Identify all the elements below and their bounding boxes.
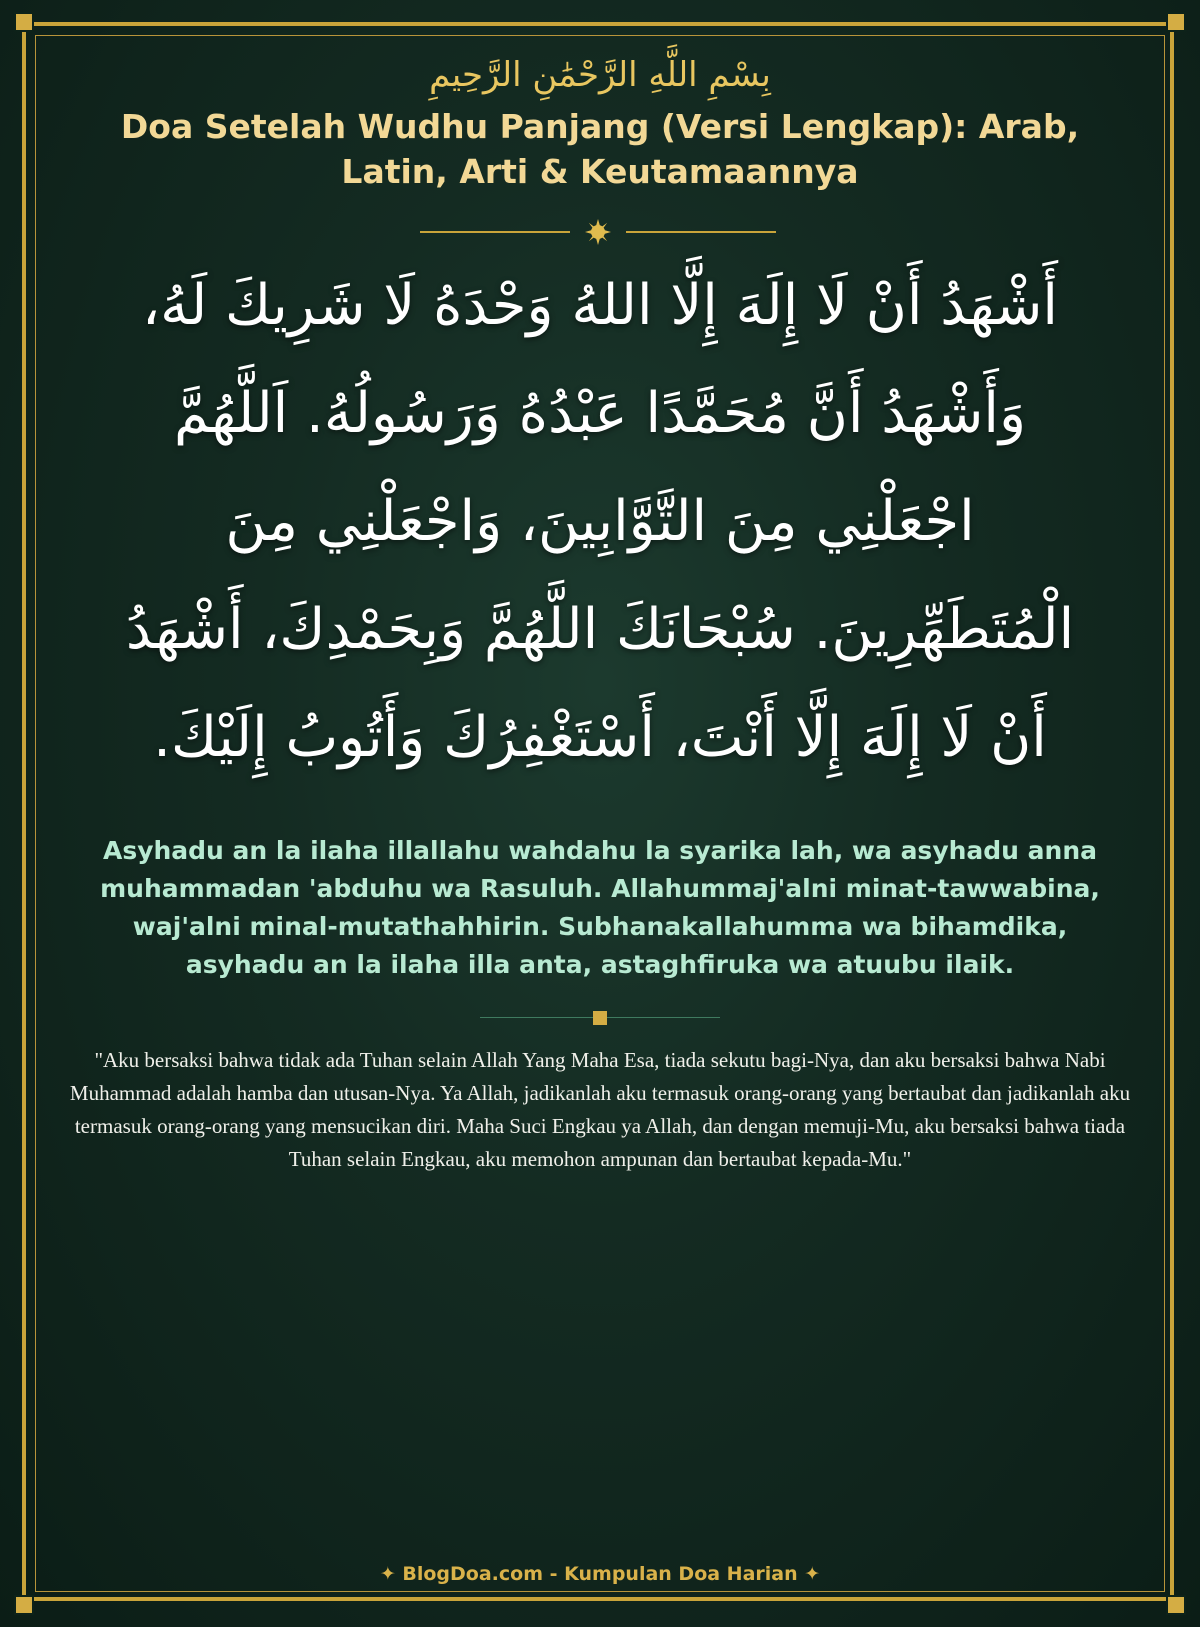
divider-line	[420, 231, 570, 233]
arabic-prayer-text: أَشْهَدُ أَنْ لَا إِلَهَ إِلَّا اللهُ وَحْدَهُ لَا شَرِيكَ لَهُ، وَأَشْهَدُ أَنَّ مُحَمَّدًا عَبْدُهُ وَرَسُولُهُ. اَللَّهُمَّ اجْعَلْنِي مِنَ التَّوَّابِينَ، وَاجْعَلْنِي مِنَ الْمُتَطَهِّرِينَ. سُبْحَانَكَ اللَّهُمَّ وَبِحَمْدِكَ، أَشْهَدُ أَنْ لَا إِلَهَ إِلَّا أَنْتَ، أَسْتَغْفِرُكَ وَأَتُوبُ إِلَيْكَ.	[125, 273, 1075, 770]
basmalah: بِسْمِ اللَّهِ الرَّحْمَٰنِ الرَّحِيمِ	[429, 55, 771, 95]
footer-credit: ✦ BlogDoa.com - Kumpulan Doa Harian ✦	[379, 1563, 821, 1585]
corner-ornament-icon	[16, 1597, 32, 1613]
main-content	[60, 50, 1140, 1176]
latin-transliteration: Asyhadu an la ilaha illallahu wahdahu la syarika lah, wa asyhadu anna muhammadan 'abduhu wa Rasuluh. Allahummaj'alni minat-tawwabina, waj'alni minal-mutathahhirin. Subhanakallahumma wa bihamdika, asyhadu an la ilaha illa anta, astaghfiruka wa atuubu ilaik.	[100, 836, 1100, 979]
star-ornament-icon	[584, 218, 612, 246]
corner-ornament-icon	[1168, 14, 1184, 30]
section-divider	[60, 1010, 1140, 1026]
page-title: Doa Setelah Wudhu Panjang (Versi Lengkap): Arab, Latin, Arti & Keutamaannya	[120, 107, 1080, 191]
ornament-divider	[60, 218, 1140, 246]
square-ornament-icon	[593, 1011, 607, 1025]
indonesian-translation: "Aku bersaksi bahwa tidak ada Tuhan selain Allah Yang Maha Esa, tiada sekutu bagi-Nya, dan aku bersaksi bahwa Nabi Muhammad adalah hamba dan utusan-Nya. Ya Allah, jadikanlah aku termasuk orang-orang yang bertaubat dan jadikanlah aku termasuk orang-orang yang mensucikan diri. Maha Suci Engkau ya Allah, dan dengan memuji-Mu, aku bersaksi bahwa tiada Tuhan selain Engkau, aku memohon ampunan dan bertaubat kepada-Mu."	[69, 1048, 1131, 1171]
divider-line	[626, 231, 776, 233]
corner-ornament-icon	[16, 14, 32, 30]
corner-ornament-icon	[1168, 1597, 1184, 1613]
